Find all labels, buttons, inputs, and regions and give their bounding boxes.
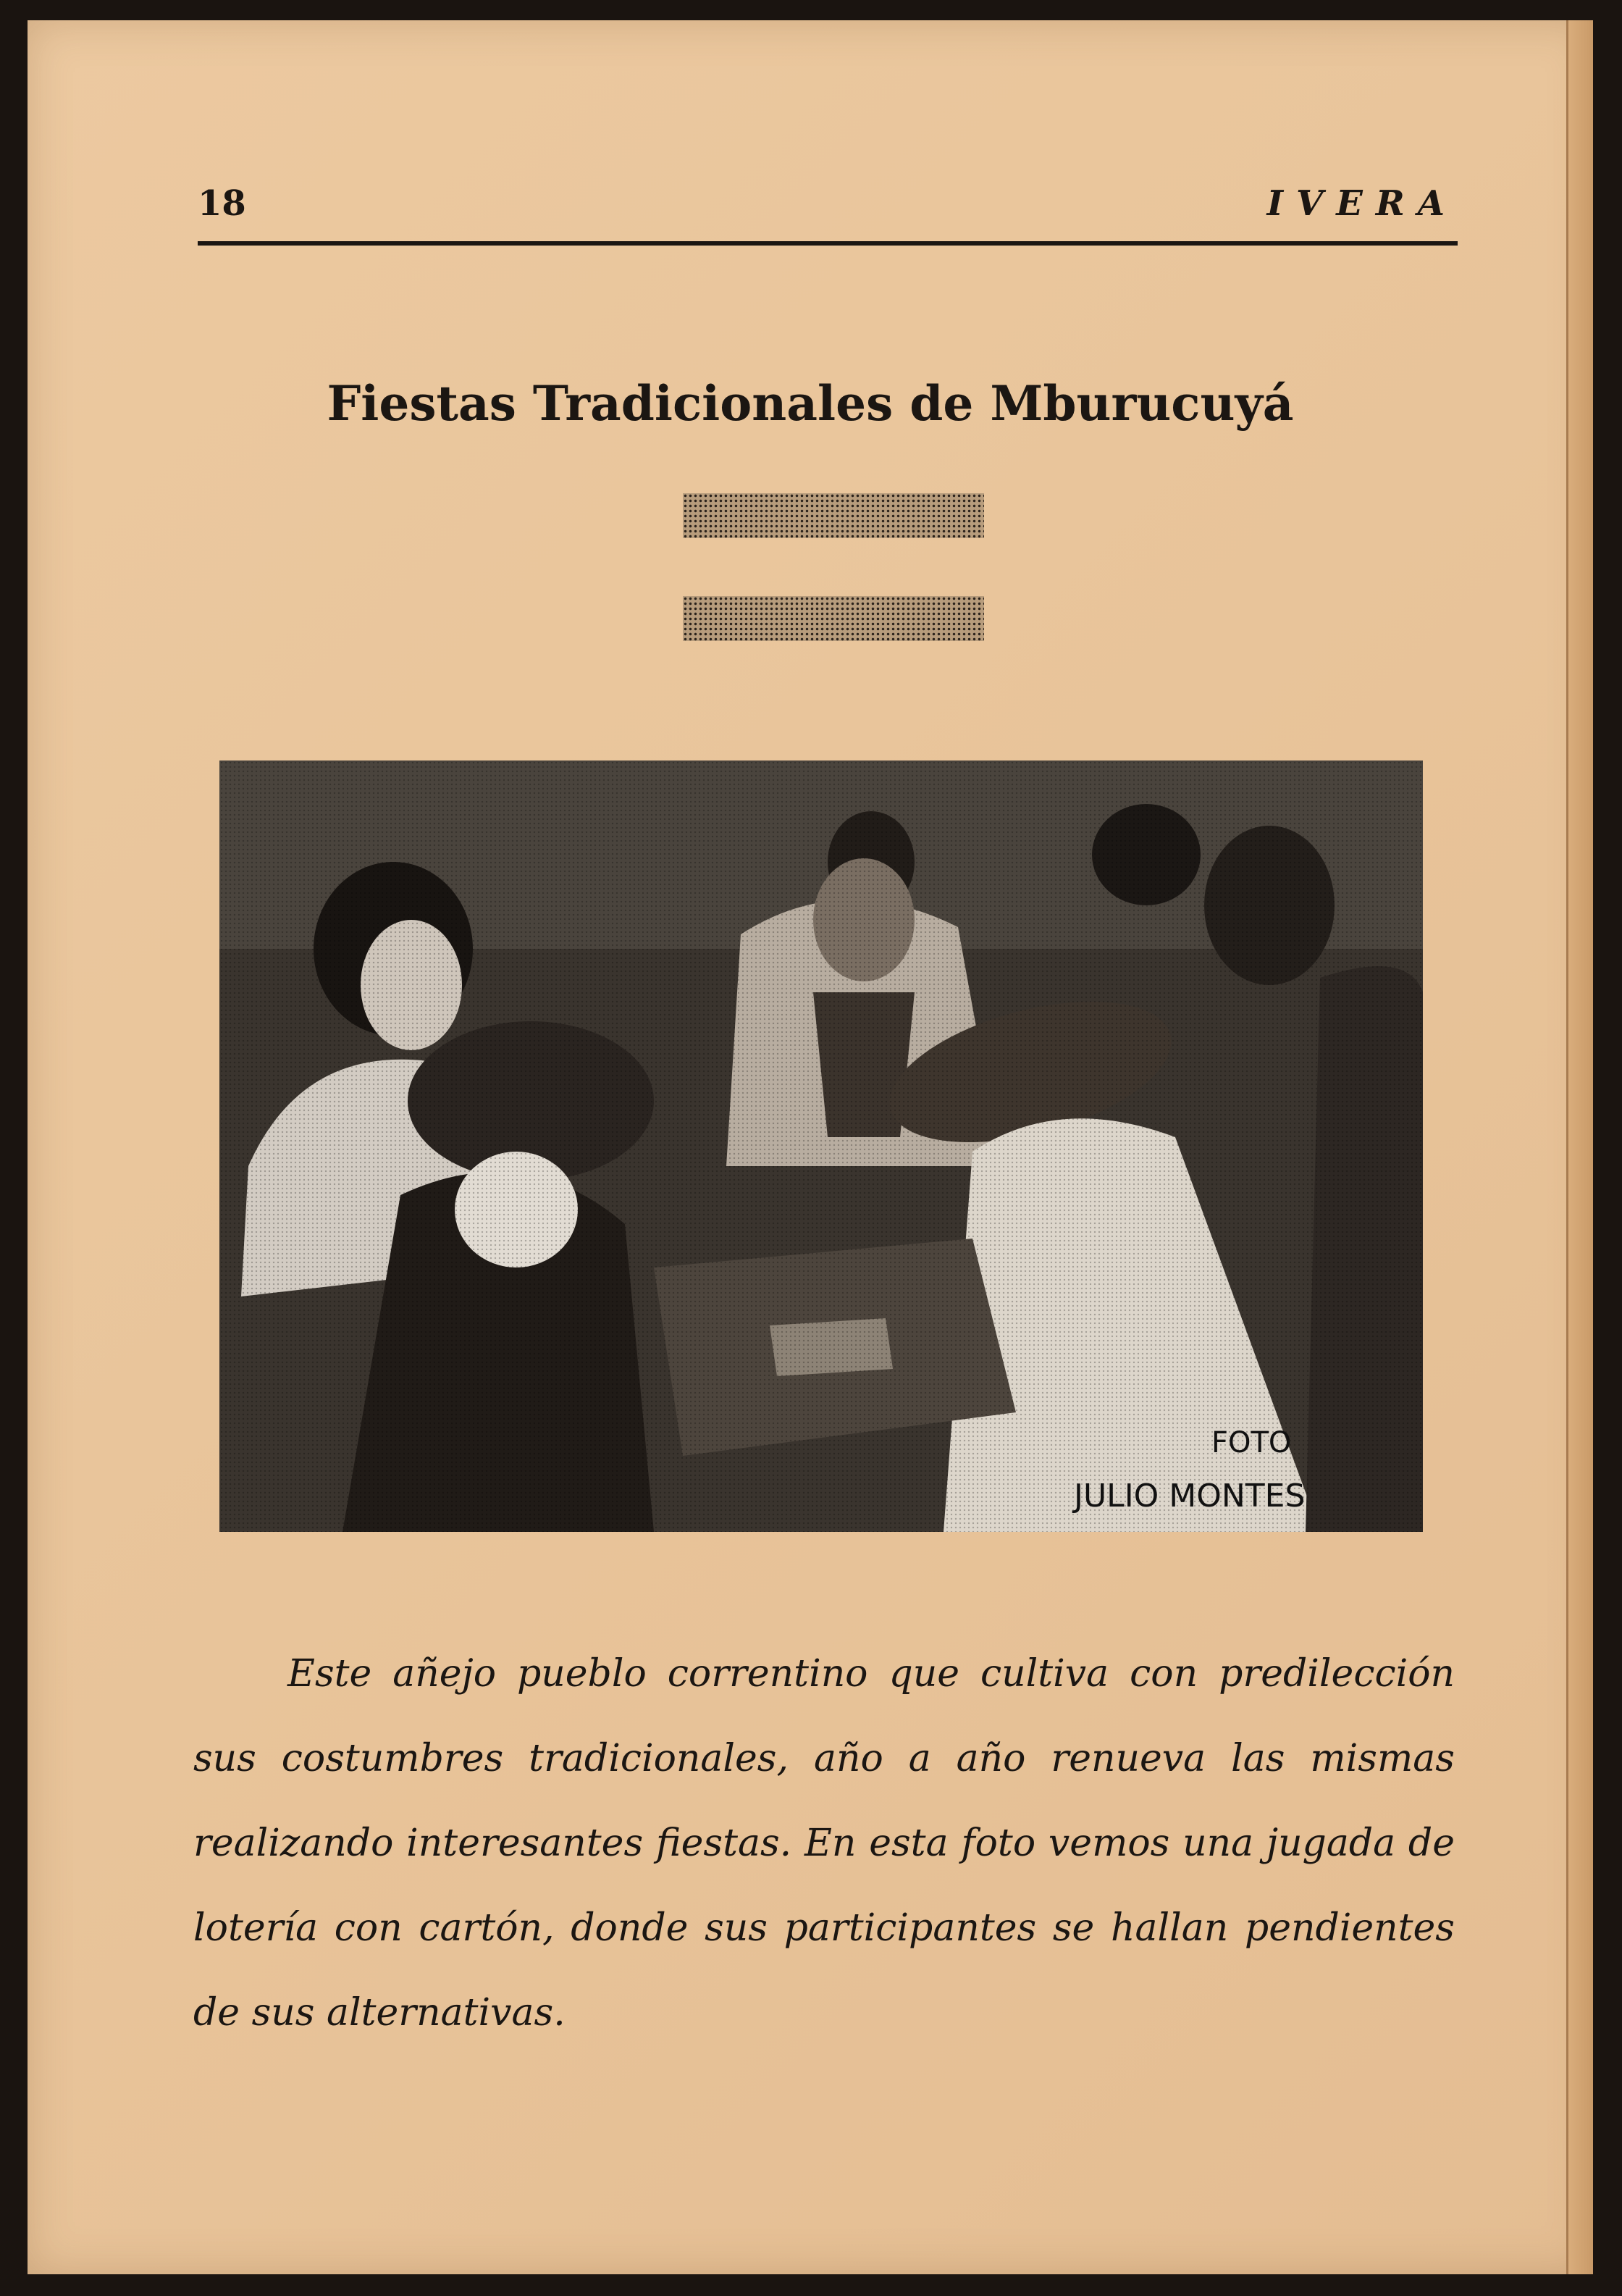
photo-caption: Este añejo pueblo correntino que cultiva con predilección sus costumbres tradicionales, año a año renueva las mismas realizando interesantes fiestas. En esta foto vemos una jugada de lotería con cartón, donde sus participantes se hallan pendientes de sus alternativas. bbox=[193, 1652, 1455, 2035]
photo-crowd-scene bbox=[219, 761, 1423, 1532]
photo-credit-line2: JULIO MONTES bbox=[1074, 1478, 1306, 1514]
page-edge bbox=[1566, 20, 1593, 2274]
decorative-halftone-bar-top bbox=[683, 493, 984, 538]
magazine-name: IVERA bbox=[1266, 183, 1458, 224]
article-photo bbox=[219, 761, 1423, 1532]
decorative-halftone-bar-bottom bbox=[683, 596, 984, 641]
magazine-page bbox=[28, 20, 1593, 2274]
page-number: 18 bbox=[198, 183, 246, 224]
article-title: Fiestas Tradicionales de Mburucuyá bbox=[327, 375, 1294, 432]
page-header bbox=[198, 183, 1458, 246]
photo-credit-line1: FOTO bbox=[1211, 1426, 1292, 1459]
